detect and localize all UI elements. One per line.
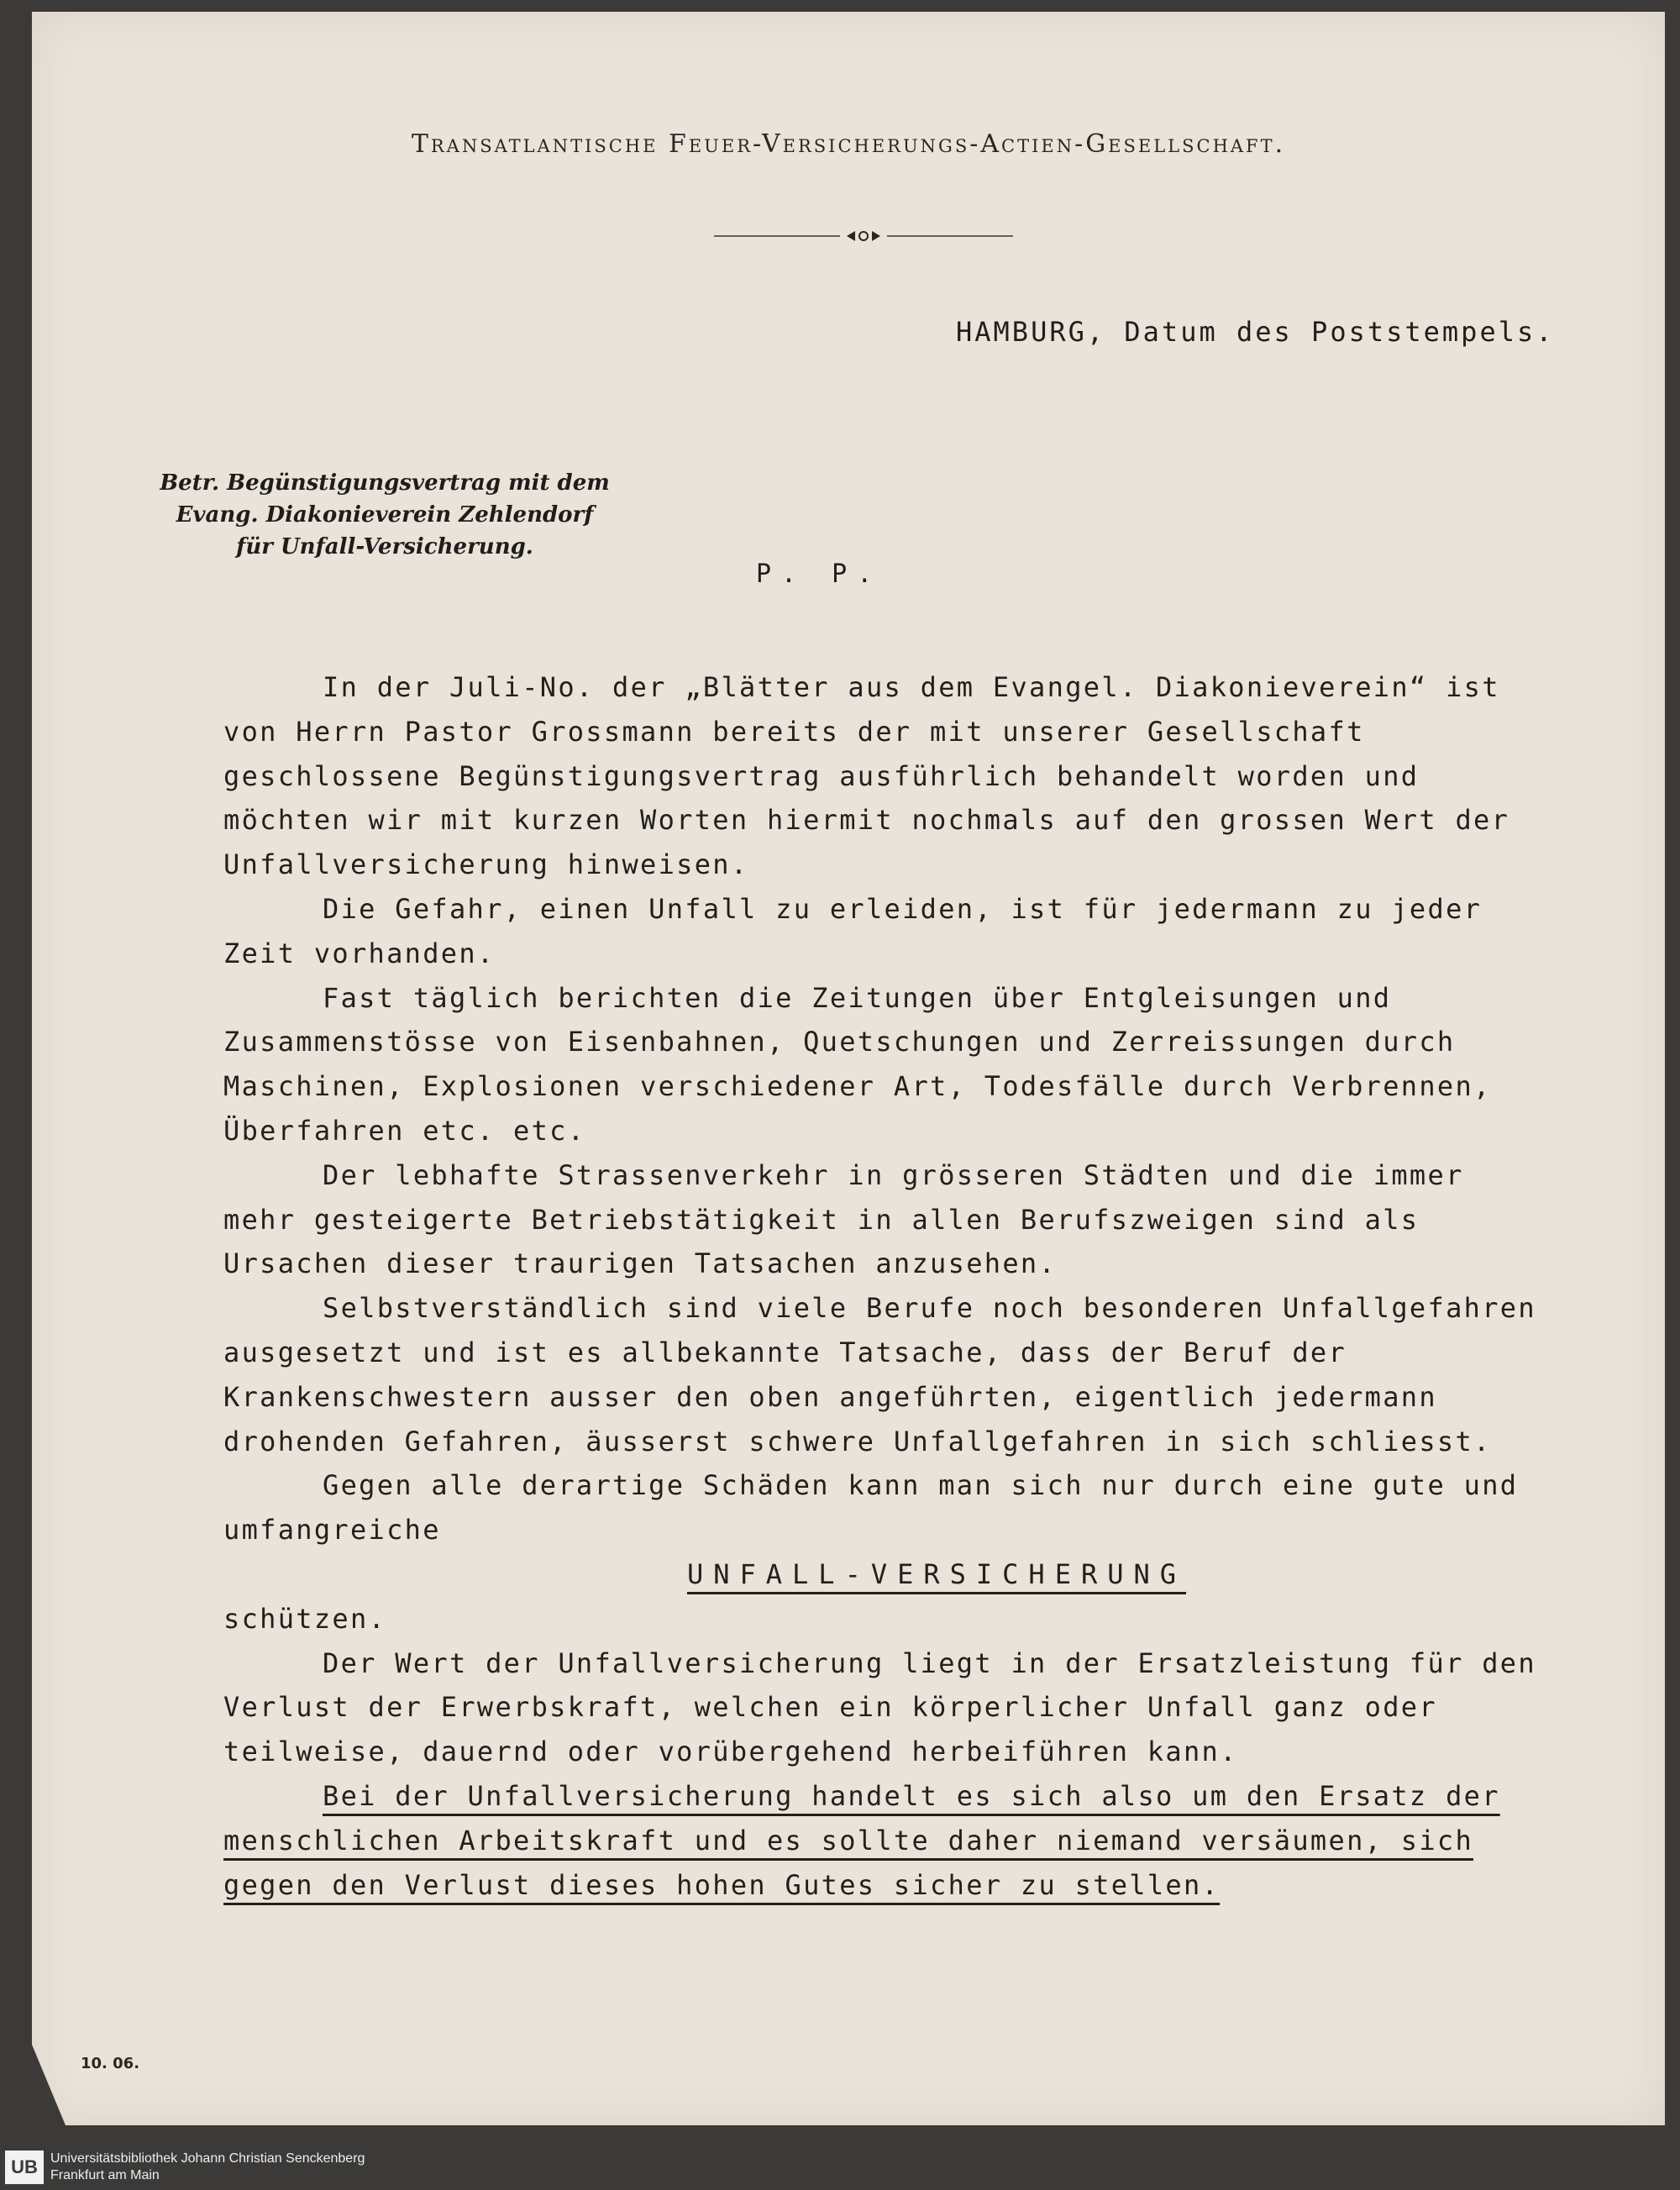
letter-page	[32, 12, 1665, 2125]
library-credit	[50, 2151, 365, 2184]
underlined-text: Bei der Unfallversicherung handelt es sich also um den Ersatz der menschlichen Arbeitskraft und es sollte daher niemand versäumen, sich gegen den Verlust dieses hohen Gutes sicher zu stellen.	[223, 1779, 1500, 1901]
underlined-paragraph	[223, 1774, 1551, 1907]
ub-logo-icon: UB	[5, 2151, 44, 2184]
salutation: P. P.	[756, 559, 883, 589]
place-date: HAMBURG, Datum des Poststempels.	[956, 316, 1555, 348]
library-name: Universitätsbibliothek Johann Christian Senckenberg	[50, 2151, 365, 2166]
paragraph: Fast täglich berichten die Zeitungen über Entgleisungen und Zusammenstösse von Eisenbahnen, Quetschungen und Zerreissungen durch Maschinen, Explosionen verschiedener Art, Todesfälle durch Verbrennen, Überfahren etc. etc.	[223, 981, 1492, 1147]
print-code: 10. 06.	[81, 2055, 140, 2072]
library-city: Frankfurt am Main	[50, 2168, 160, 2182]
paragraph: Selbstverständlich sind viele Berufe noch besonderen Unfallgefahren ausgesetzt und ist es allbekannte Tatsache, dass der Beruf der Krankenschwestern ausser den oben angeführten, eigentlich jedermann drohenden Gefahren, äusserst schwere Unfallgefahren in sich schliesst.	[223, 1292, 1536, 1457]
ornament-divider-icon	[714, 226, 1013, 246]
paragraph: Der Wert der Unfallversicherung liegt in der Ersatzleistung für den Verlust der Erwerbskraft, welchen ein körperlicher Unfall ganz oder teilweise, dauernd oder vorübergehend herbeiführen kann.	[223, 1646, 1536, 1768]
paragraph: schützen.	[223, 1602, 387, 1635]
letterhead: Transatlantische Feuer-Versicherungs-Actien-Gesellschaft.	[411, 129, 1286, 159]
paragraph: Gegen alle derartige Schäden kann man sich nur durch eine gute und umfangreiche	[223, 1469, 1519, 1547]
paragraph: In der Juli-No. der „Blätter aus dem Evangel. Diakonieverein“ ist von Herrn Pastor Grossmann bereits der mit unserer Gesellschaft geschlossene Begünstigungsvertrag ausführlich behandelt worden und möchten wir mit kurzen Worten hiermit nochmals auf den grossen Wert der Unfallversicherung hinweisen.	[223, 671, 1510, 881]
paragraph: Die Gefahr, einen Unfall zu erleiden, ist für jedermann zu jeder Zeit vorhanden.	[223, 892, 1483, 969]
emphasis-heading	[223, 1552, 1551, 1597]
subject-line: für Unfall-Versicherung.	[236, 534, 533, 559]
paragraph: Der lebhafte Strassenverkehr in grösseren Städten und die immer mehr gesteigerte Betriebstätigkeit in allen Berufszweigen sind als Ursachen dieser traurigen Tatsachen anzusehen.	[223, 1158, 1464, 1280]
subject-line: Evang. Diakonieverein Zehlendorf	[176, 502, 594, 528]
subject-reference	[116, 467, 654, 563]
subject-line: Betr. Begünstigungsvertrag mit dem	[160, 470, 610, 496]
torn-corner	[32, 2045, 74, 2145]
emphasis-heading-text: UNFALL-VERSICHERUNG	[686, 1557, 1187, 1590]
library-footer	[0, 2145, 1680, 2190]
letter-body	[223, 665, 1551, 1907]
